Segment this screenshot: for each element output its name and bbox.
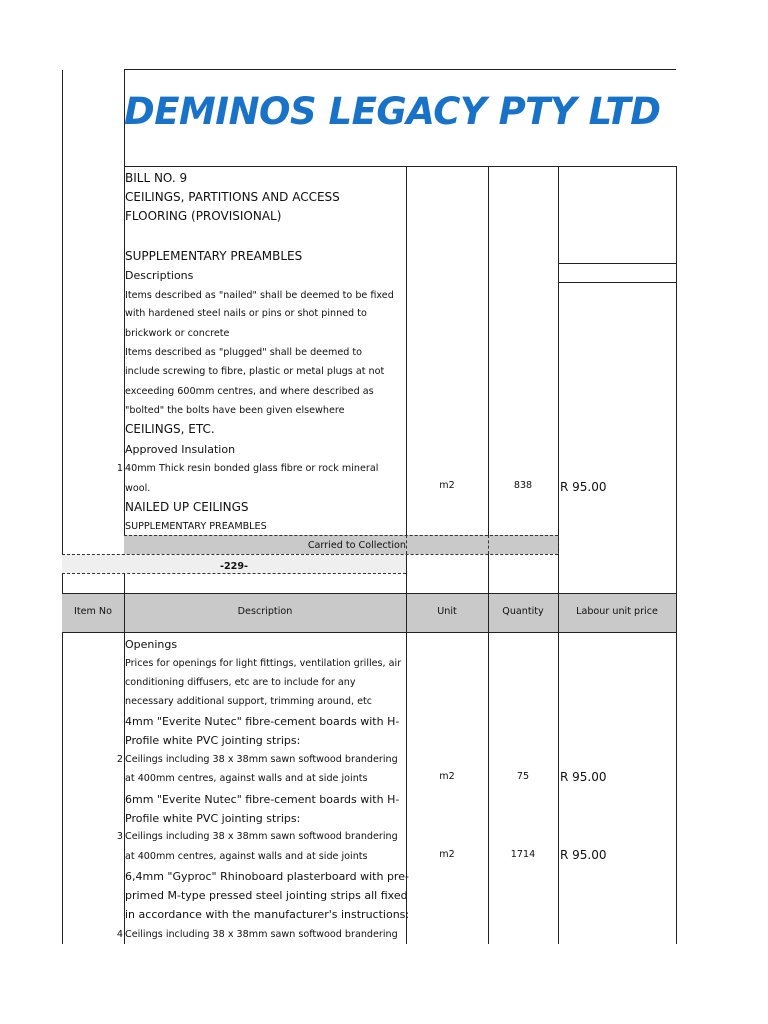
item-2-desc-line1: Ceilings including 38 x 38mm sawn softwood brandering bbox=[125, 754, 398, 765]
item-1-number: 1 bbox=[116, 463, 123, 474]
item-2-number: 2 bbox=[116, 754, 123, 765]
lower-price-col bbox=[558, 593, 559, 944]
carried-to-collection: Carried to Collection bbox=[307, 540, 406, 551]
board-4mm-line2: Profile white PVC jointing strips: bbox=[125, 734, 301, 747]
item-4-number: 4 bbox=[116, 929, 123, 940]
qty-col-line bbox=[488, 166, 489, 593]
price-col-line bbox=[558, 166, 559, 593]
item-1-quantity: 838 bbox=[513, 480, 533, 491]
bill-number: BILL NO. 9 bbox=[125, 171, 188, 185]
item-2-desc-line2: at 400mm centres, against walls and at side joints bbox=[125, 773, 368, 784]
left-margin-line bbox=[62, 70, 63, 944]
item-3-desc-line2: at 400mm centres, against walls and at side joints bbox=[125, 851, 368, 862]
board-4mm-line1: 4mm "Everite Nutec" fibre-cement boards with H- bbox=[125, 715, 400, 728]
approved-insulation: Approved Insulation bbox=[125, 443, 236, 456]
carried-row-top bbox=[124, 535, 558, 536]
carried-divider-1 bbox=[406, 535, 407, 554]
item-2-quantity: 75 bbox=[516, 771, 530, 782]
header-unit: Unit bbox=[437, 606, 457, 617]
company-title: DEMINOS LEGACY PTY LTD bbox=[124, 90, 661, 133]
openings-line-3: necessary additional support, trimming around, etc bbox=[125, 696, 373, 707]
descriptions-heading: Descriptions bbox=[125, 269, 194, 282]
item-1-desc-line2: wool. bbox=[125, 483, 151, 494]
desc-line-1: Items described as "nailed" shall be deemed to be fixed bbox=[125, 290, 394, 301]
page-no-row-bottom bbox=[62, 573, 406, 574]
item-3-price: R 95.00 bbox=[560, 848, 607, 862]
carried-divider-3 bbox=[558, 535, 559, 554]
right-col-line bbox=[676, 166, 677, 593]
gyproc-line2: primed M-type pressed steel jointing strips all fixed bbox=[125, 889, 408, 902]
price-box-line-1 bbox=[558, 263, 676, 264]
board-6mm-line2: Profile white PVC jointing strips: bbox=[125, 812, 301, 825]
header-quantity: Quantity bbox=[502, 606, 544, 617]
carried-divider-2 bbox=[488, 535, 489, 554]
item-1-unit: m2 bbox=[439, 480, 455, 491]
gyproc-line1: 6,4mm "Gyproc" Rhinoboard plasterboard with pre- bbox=[125, 870, 409, 883]
ceilings-etc-heading: CEILINGS, ETC. bbox=[125, 422, 215, 436]
openings-heading: Openings bbox=[125, 638, 178, 651]
bill-title-line2: FLOORING (PROVISIONAL) bbox=[125, 209, 282, 223]
lower-qty-col bbox=[488, 593, 489, 944]
supplementary-preambles: SUPPLEMENTARY PREAMBLES bbox=[125, 249, 303, 263]
item-1-desc-line1: 40mm Thick resin bonded glass fibre or rock mineral bbox=[125, 463, 379, 474]
supplementary-preambles-2: SUPPLEMENTARY PREAMBLES bbox=[125, 521, 267, 532]
page-number: -229- bbox=[220, 561, 248, 572]
desc-line-5: include screwing to fibre, plastic or metal plugs at not bbox=[125, 366, 385, 377]
unit-col-line bbox=[406, 166, 407, 593]
item-3-unit: m2 bbox=[439, 849, 455, 860]
board-6mm-line1: 6mm "Everite Nutec" fibre-cement boards with H- bbox=[125, 793, 400, 806]
gyproc-line3: in accordance with the manufacturer's instructions: bbox=[125, 908, 410, 921]
item-1-price: R 95.00 bbox=[560, 480, 607, 494]
header-top-line bbox=[62, 593, 676, 594]
table-top-line bbox=[124, 166, 676, 167]
openings-line-2: conditioning diffusers, etc are to include for any bbox=[125, 677, 356, 688]
top-border bbox=[124, 69, 676, 70]
desc-line-3: brickwork or concrete bbox=[125, 328, 230, 339]
item-3-number: 3 bbox=[116, 831, 123, 842]
header-bottom-line bbox=[62, 632, 676, 633]
item-3-desc-line1: Ceilings including 38 x 38mm sawn softwood brandering bbox=[125, 831, 398, 842]
desc-line-2: with hardened steel nails or pins or shot pinned to bbox=[125, 308, 367, 319]
price-box-line-2 bbox=[558, 282, 676, 283]
header-description: Description bbox=[237, 606, 293, 617]
nailed-up-ceilings: NAILED UP CEILINGS bbox=[125, 500, 249, 514]
lower-right-col bbox=[676, 593, 677, 944]
header-item-no: Item No bbox=[74, 606, 112, 617]
openings-line-1: Prices for openings for light fittings, ventilation grilles, air bbox=[125, 658, 402, 669]
item-4-desc-line1: Ceilings including 38 x 38mm sawn softwood brandering bbox=[125, 929, 398, 940]
desc-line-6: exceeding 600mm centres, and where described as bbox=[125, 386, 374, 397]
desc-line-7: "bolted" the bolts have been given elsewhere bbox=[125, 405, 345, 416]
item-3-quantity: 1714 bbox=[510, 849, 536, 860]
item-2-price: R 95.00 bbox=[560, 770, 607, 784]
item-2-unit: m2 bbox=[439, 771, 455, 782]
desc-line-4: Items described as "plugged" shall be deemed to bbox=[125, 347, 362, 358]
bill-title-line1: CEILINGS, PARTITIONS AND ACCESS bbox=[125, 190, 340, 204]
header-labour-unit-price: Labour unit price bbox=[576, 606, 658, 617]
